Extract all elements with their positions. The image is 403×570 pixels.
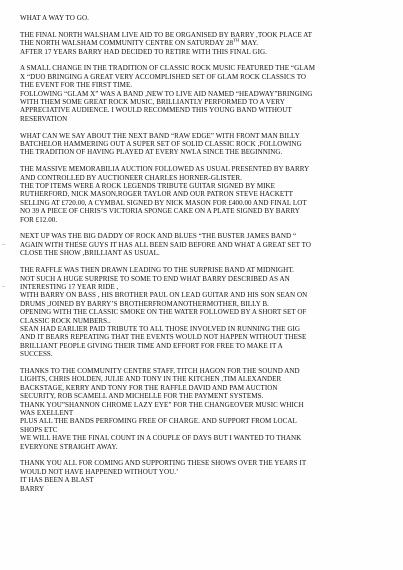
letter-body <box>20 14 396 501</box>
text-line: RESERVATION <box>20 114 68 123</box>
text-line: THE TRADITION OF HAVING PLAYED AT EVERY NWLA SINCE THE BEGINNING. <box>20 148 283 157</box>
text-line: WITH BARRY ON BASS , HIS BROTHER PAUL ON LEAD GUITAR AND HIS SON SEAN ON <box>20 291 308 300</box>
text-line: LIGHTS, CHRIS HOLDEN, JULIE AND TONY IN THE KITCHEN ,TIM ALEXANDER <box>20 375 282 384</box>
paragraph-intro <box>20 31 396 56</box>
text-line: CLASSIC ROCK NUMBERS.. <box>20 316 111 325</box>
text-line: IT HAS BEEN A BLAST <box>20 476 94 485</box>
text-line: SELLING AT £720.00, A CYMBAL SIGNED BY NICK MASON FOR £400.00 AND FINAL LOT <box>20 198 307 207</box>
text-line: THE TOP ITEMS WERE A ROCK LEGENDS TRIBUTE GUITAR SIGNED BY MIKE <box>20 182 276 191</box>
text-line: FOR £12.00. <box>20 215 58 224</box>
text-line: NOT SUCH A HUGE SURPRISE TO SOME TO END WHAT BARRY DESCRIBED AS AN <box>20 274 290 283</box>
text-line: AFTER 17 YEARS BARRY HAD DECIDED TO RETIRE WITH THIS FINAL GIG. <box>20 47 267 56</box>
text-line: NEXT UP WAS THE BIG DADDY OF ROCK AND BLUES “THE BUSTER JAMES BAND “ <box>20 232 297 241</box>
text-line: A SMALL CHANGE IN THE TRADITION OF CLASSIC ROCK MUSIC FEATURED THE “GLAM <box>20 64 316 73</box>
text-line: WITH THEM SOME GREAT ROCK MUSIC, BRILLIANTLY PERFORMED TO A VERY <box>20 98 285 107</box>
text-line: WOULD NOT HAVE HAPPENED WITHOUT YOU.’ <box>20 467 179 476</box>
text-line: THE EVENT FOR THE FIRST TIME. <box>20 81 133 90</box>
text-line: NO 39 A PIECE OF CHRIS’S VICTORIA SPONGE CAKE ON A PLATE SIGNED BY BARRY <box>20 207 300 216</box>
scan-margin-mark <box>2 244 5 245</box>
text-line-date <box>20 39 396 47</box>
text-line: WE WILL HAVE THE FINAL COUNT IN A COUPLE OF DAYS BUT I WANTED TO THANK <box>20 434 302 443</box>
text-line: THE RAFFLE WAS THEN DRAWN LEADING TO THE SURPRISE BAND AT MIDNIGHT. <box>20 266 294 275</box>
paragraph-auction <box>20 165 396 224</box>
signature-name: BARRY <box>20 484 45 493</box>
text-line: CLOSE THE SHOW ,BRILLIANT AS USUAL. <box>20 249 160 258</box>
text-line: THE MASSIVE MEMORABILIA AUCTION FOLLOWED AS USUAL PRESENTED BY BARRY <box>20 165 310 174</box>
text-line: DRUMS ,JOINED BY BARRY’S BROTHERFROMANOTHERMOTHER, BILLY B. <box>20 299 269 308</box>
letter-title: WHAT A WAY TO GO. <box>20 14 89 22</box>
text-line: AGAIN WITH THESE GUYS IT HAS ALL BEEN SAID BEFORE AND WHAT A GREAT SET TO <box>20 240 311 249</box>
date-month: MAY. <box>239 39 259 48</box>
text-line: SEAN HAD EARLIER PAID TRIBUTE TO ALL THOSE INVOLVED IN RUNNING THE GIG <box>20 324 301 333</box>
paragraph-glam-x <box>20 64 396 123</box>
text-line: AND CONTROLLED BY AUCTIONEER CHARLES HORNER-GLISTER. <box>20 173 242 182</box>
text-line: SHOPS ETC <box>20 425 58 434</box>
text-line: BRILLIANT PEOPLE GIVING THEIR TIME AND EFFORT FOR FREE TO MAKE IT A <box>20 341 283 350</box>
text-line: WHAT CAN WE SAY ABOUT THE NEXT BAND “RAW EDGE” WITH FRONT MAN BILLY <box>20 131 300 140</box>
text-line: BACKSTAGE, KERRY AND TONY FOR THE RAFFLE DAVID AND PAM AUCTION <box>20 383 278 392</box>
text-line: FOLLOWING “GLAM X” WAS A BAND ,NEW TO LIVE AID NAMED “HEADWAY”BRINGING <box>20 89 313 98</box>
text-line: EVERYONE STRAIGHT AWAY. <box>20 442 118 451</box>
text-line: THANKS TO THE COMMUNITY CENTRE STAFF, TITCH HAGON FOR THE SOUND AND <box>20 366 300 375</box>
paragraph-thanks <box>20 367 396 451</box>
text-line: WAS EXELLENT <box>20 408 74 417</box>
text-line: RUTHERFORD, NICK MASON,ROGER TAYLOR AND OUR PATRON STEVE HACKETT <box>20 190 293 199</box>
text-line: PLUS ALL THE BANDS PERFOMING FREE OF CHARGE. AND SUPPORT FROM LOCAL <box>20 417 297 426</box>
text-line: OPENING WITH THE CLASSIC SMOKE ON THE WATER FOLLOWED BY A SHORT SET OF <box>20 308 307 317</box>
paragraph-closing <box>20 459 396 493</box>
text-line: SECURITY, ROB SCAMELL AND MICHELLE FOR THE PAYMENT SYSTEMS. <box>20 392 264 401</box>
text-line: X “DUO BRINGING A GREAT VERY ACCOMPLISHED SET OF GLAM ROCK CLASSICS TO <box>20 72 307 81</box>
text-line: INTERESTING 17 YEAR RIDE , <box>20 282 119 291</box>
text-line: THANK YOU”SHANNON CHROME LAZY EYE” FOR THE CHANGEOVER MUSIC WHICH <box>20 400 304 409</box>
paragraph-raffle <box>20 266 396 358</box>
scan-margin-mark <box>2 286 5 287</box>
paragraph-raw-edge <box>20 132 396 157</box>
date-ordinal: TH <box>233 37 240 43</box>
text-line: THANK YOU ALL FOR COMING AND SUPPORTING THESE SHOWS OVER THE YEARS IT <box>20 459 307 468</box>
text-line: BATCHELOR HAMMERING OUT A SUPER SET OF SOLID CLASSIC ROCK ,FOLLOWING <box>20 140 302 149</box>
text-line: AND IT BEARS REPEATING THAT THE EVENTS WOULD NOT HAPPEN WITHOUT THESE <box>20 333 307 342</box>
text-line: SUCCESS. <box>20 350 53 359</box>
text-line: THE FINAL NORTH WALSHAM LIVE AID TO BE ORGANISED BY BARRY ,TOOK PLACE AT <box>20 30 312 39</box>
text-line: APPRECIATIVE AUDIENCE. I WOULD RECOMMEND THIS YOUNG BAND WITHOUT <box>20 106 292 115</box>
paragraph-buster-james <box>20 232 396 257</box>
date-text: THE NORTH WALSHAM COMMUNITY CENTRE ON SATURDAY 28 <box>20 39 234 48</box>
